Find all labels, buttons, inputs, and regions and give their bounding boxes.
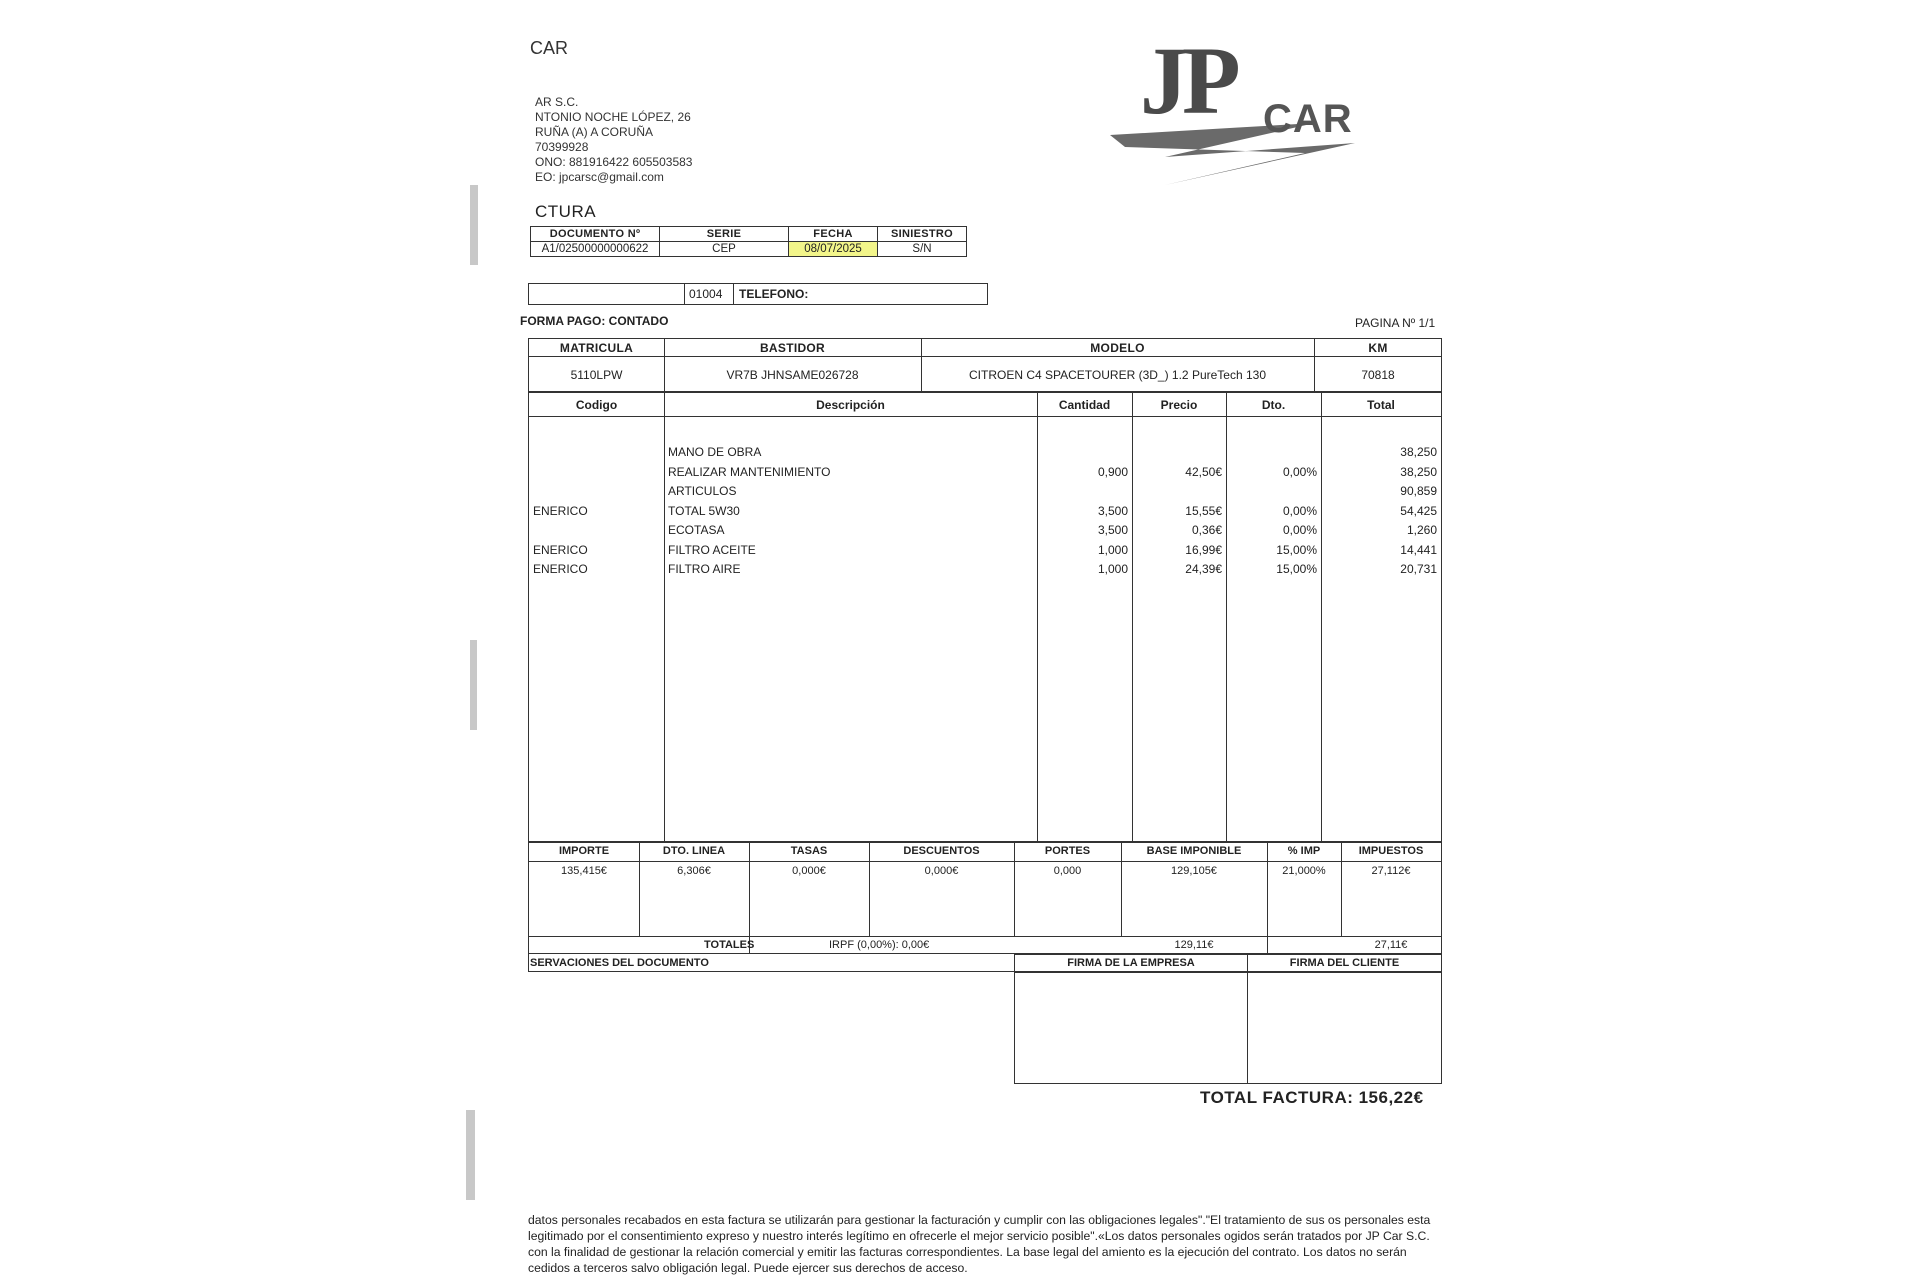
doc-label-claim: SINIESTRO [878,227,967,242]
totals-header-cell: TASAS [790,845,828,857]
items-header-code: Codigo [575,398,618,412]
vehicle-label-plate: MATRICULA [559,341,634,355]
item-total: 54,425 [1400,503,1437,518]
doc-series: CEP [660,242,789,257]
logo-jp-text: JP [1140,27,1235,134]
total-invoice: TOTAL FACTURA: 156,22€ [1200,1088,1424,1107]
item-desc: REALIZAR MANTENIMIENTO [668,464,831,479]
totals-value-cell: 135,415€ [561,865,607,877]
totals-table [528,842,1442,954]
scan-artifact [470,185,478,265]
legal-notice: datos personales recabados en esta factura se utilizarán para gestionar la facturación y cumplir con las obligaciones legales"."El tratamiento de sus os personales esta legitimado por el consentimiento expreso y nuestro interés legítimo en ofrecerle el mejor servicio posible".«Los datos personales ogidos serán tratados por JP Car S.C. con la finalidad de gestionar la relación comercial y emitir las facturas correspondientes. La base legal del amiento es la ejecución del contrato. Los datos no serán cedidos a terceros salvo obligación legal. Puede ejercer sus derechos de acceso. [528,1213,1431,1275]
document-header-table [530,226,967,257]
totals-header-cell: BASE IMPONIBLE [1146,845,1242,857]
payment-method: FORMA PAGO: CONTADO [520,314,669,328]
item-qty: 1,000 [1097,562,1128,576]
item-total: 38,250 [1400,445,1437,459]
company-name: AR S.C. [535,95,579,109]
company-address: NTONIO NOCHE LÓPEZ, 26 [535,110,691,124]
totals-value-cell: 27,112€ [1371,865,1411,877]
vehicle-table [528,338,1442,392]
company-email: EO: jpcarsc@gmail.com [535,170,664,184]
items-header-discount: Dto. [1261,398,1286,412]
item-price: 15,55€ [1185,503,1222,518]
item-total: 20,731 [1400,562,1437,576]
item-desc: FILTRO ACEITE [668,542,756,557]
vehicle-label-model: MODELO [1090,341,1145,355]
totals-value-cell: 21,000% [1282,865,1326,877]
vehicle-plate: 5110LPW [570,368,623,382]
client-row [528,283,988,305]
item-desc: ARTICULOS [668,484,737,498]
totals-base: 129,11€ [1174,939,1214,951]
item-price: 24,39€ [1185,562,1222,576]
totals-value-cell: 0,000€ [792,865,826,877]
vehicle-model: CITROEN C4 SPACETOURER (3D_) 1.2 PureTech 130 [969,368,1266,382]
scan-artifact [470,640,477,730]
item-total: 38,250 [1400,464,1437,479]
item-dto: 0,00% [1282,503,1317,518]
totals-header-cell: DTO. LINEA [662,845,726,857]
item-desc: MANO DE OBRA [668,445,762,459]
totals-header-cell: DESCUENTOS [903,845,980,857]
items-header-total: Total [1367,398,1395,412]
totals-value-cell: 6,306€ [677,865,711,877]
small-logo: CAR [530,38,569,58]
items-header-price: Precio [1160,398,1198,412]
observations-label: SERVACIONES DEL DOCUMENTO [530,957,709,969]
item-dto: 15,00% [1276,542,1317,557]
item-total: 14,441 [1400,542,1437,557]
items-table [528,392,1442,842]
company-info [535,95,692,185]
client-code: 01004 [689,287,723,301]
totals-irpf: IRPF (0,00%): 0,00€ [829,939,930,951]
item-total: 90,859 [1400,484,1437,498]
logo-car-text: CAR [1263,97,1353,141]
totals-value-cell: 129,105€ [1171,865,1217,877]
company-tax-id: 70399928 [535,140,589,154]
vehicle-label-chassis: BASTIDOR [759,341,826,355]
item-dto: 0,00% [1282,523,1317,537]
totals-header-cell: IMPUESTOS [1358,845,1424,857]
items-header-description: Descripción [816,398,885,412]
item-desc: FILTRO AIRE [668,562,741,576]
item-code: ENERICO [533,503,588,518]
totals-header-cell: PORTES [1044,845,1091,857]
item-price: 0,36€ [1191,523,1222,537]
client-signature-label: FIRMA DEL CLIENTE [1289,957,1400,969]
totals-tax: 27,11€ [1374,939,1408,951]
item-total: 1,260 [1406,523,1437,537]
vehicle-km: 70818 [1361,368,1395,382]
item-dto: 15,00% [1276,562,1317,576]
item-price: 42,50€ [1185,464,1222,479]
totals-header-cell: IMPORTE [558,845,610,857]
item-qty: 3,500 [1097,503,1128,518]
doc-label-date: FECHA [789,227,878,242]
page-number: PAGINA Nº 1/1 [1355,316,1436,330]
vehicle-label-km: KM [1368,341,1388,355]
doc-claim: S/N [878,242,967,257]
doc-number: A1/02500000000622 [531,242,660,257]
item-code: ENERICO [533,542,588,557]
company-city: RUÑA (A) A CORUÑA [535,125,654,139]
item-price: 16,99€ [1185,542,1222,557]
scan-artifact [466,1110,475,1200]
totals-value-cell: 0,000 [1053,865,1082,877]
company-phone: ONO: 881916422 605503583 [535,155,693,169]
client-phone-label: TELEFONO: [739,287,809,301]
document-title: CTURA [535,202,597,221]
item-qty: 3,500 [1097,523,1128,537]
doc-label-series: SERIE [660,227,789,242]
doc-date: 08/07/2025 [789,242,878,257]
vehicle-chassis: VR7B JHNSAME026728 [726,368,859,382]
items-header-quantity: Cantidad [1058,398,1111,412]
totals-header-cell: % IMP [1287,845,1321,857]
doc-label-number: DOCUMENTO Nº [531,227,660,242]
totals-value-cell: 0,000€ [924,865,959,877]
company-signature-label: FIRMA DE LA EMPRESA [1067,957,1195,969]
item-code: ENERICO [533,562,588,576]
jp-car-logo [1105,27,1405,185]
item-dto: 0,00% [1282,464,1317,479]
item-qty: 1,000 [1097,542,1128,557]
item-desc: TOTAL 5W30 [668,503,740,518]
signature-area [1014,954,1442,1084]
item-qty: 0,900 [1097,464,1128,479]
totals-label: TOTALES [704,939,755,951]
item-desc: ECOTASA [668,523,725,537]
